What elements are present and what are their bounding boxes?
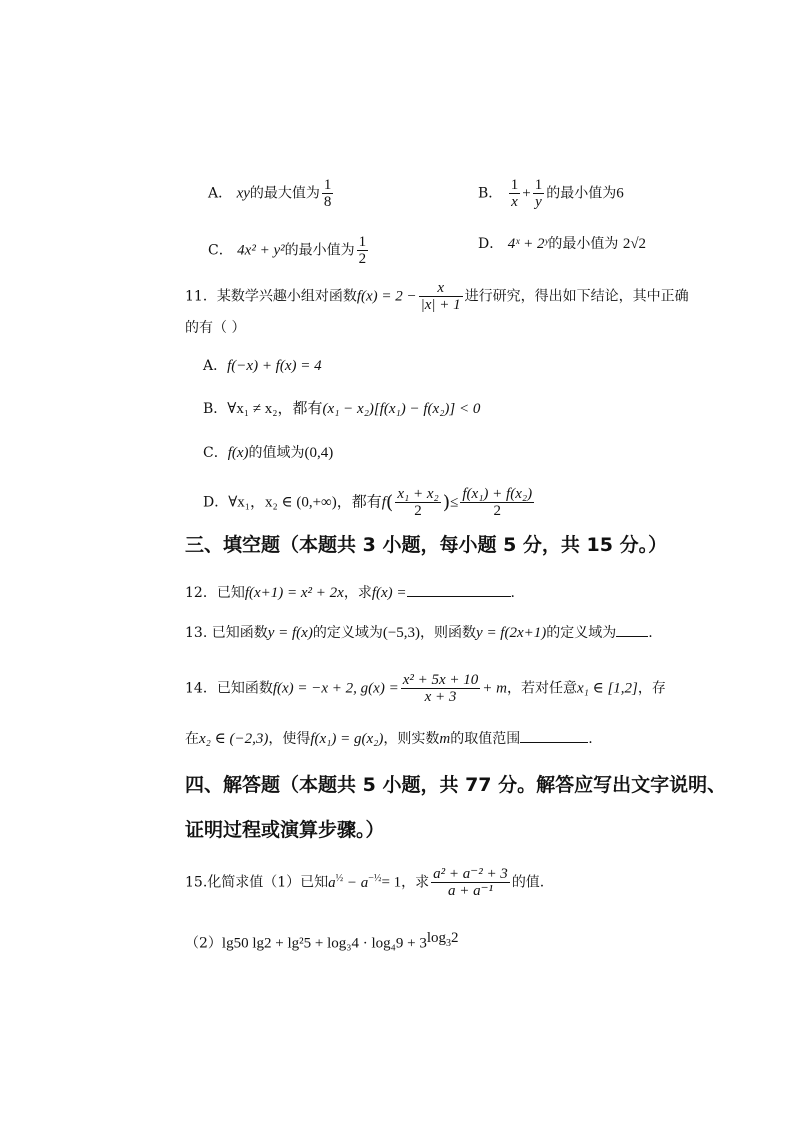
- q10-option-b: B． $\frac{1}{x}$ + $\frac{1}{y}$ 的最小值为6: [478, 177, 624, 210]
- q11-func-frac: $\frac{x}{|x| + 1}$: [420, 280, 461, 313]
- q11-d-frac1: $\frac{\text{x₁ + x₂}}{2}$: [397, 486, 439, 519]
- q14-line1: 14．已知函数f(x) = −x + 2, g(x) = $\frac{\text{x² + 5x + 10}}{x + 3}$ + m，若对任意x₁ ∈ [1,2]，存: [185, 672, 666, 705]
- q10-d-value: 2√2: [622, 236, 647, 252]
- q11-stem: 11．某数学兴趣小组对函数f(x) = 2 − $\frac{x}{|x| + 1}$ 进行研究，得出如下结论，其中正确: [185, 280, 689, 313]
- q13-answer-blank[interactable]: [616, 622, 648, 637]
- section4-heading-line1: 四、解答题（本题共 5 小题，共 77 分。解答应写出文字说明、: [185, 774, 727, 796]
- q15-part2: （2）lg50 $\lg 2 + \lg^25 + \log_34 \cdot \log_49 + 3^{log_32}$: [185, 930, 459, 952]
- q10-c-expr: 4x² + y²: [237, 242, 285, 259]
- q14-g-frac: $\frac{\text{x² + 5x + 10}}{x + 3}$: [402, 672, 479, 705]
- q11-option-d: D．∀x₁，x₂ ∈ (0,+∞)，都有f( $\frac{\text{x₁ + x₂}}{2}$ )≤ $\frac{\text{f(x₁) + f(x₂)}}{2}$: [203, 486, 533, 519]
- q11-option-a: A．f(−x) + f(x) = 4: [203, 358, 322, 374]
- q10-option-c: C． 4x² + y²的最小值为 $\frac{1}{2}$: [208, 234, 367, 267]
- q11-option-c: C．f(x)的值域为(0,4): [203, 445, 334, 461]
- q10-b-frac2: $\frac{1}{y}$: [534, 177, 543, 210]
- q10-a-expr: xy: [236, 185, 250, 202]
- q10-d-expr: 4ˣ + 2ʸ: [507, 236, 549, 252]
- q10-option-a: A． xy的最大值为 $\frac{1}{8}$: [208, 177, 332, 210]
- q10-b-frac1: $\frac{1}{x}$: [510, 177, 519, 210]
- q15-frac: $\frac{\text{a² + a⁻² + 3}}{\text{a + a⁻¹}}$: [433, 866, 508, 899]
- q10-c-frac: $\frac{1}{2}$: [358, 234, 367, 267]
- q10-option-d: D． 4ˣ + 2ʸ的最小值为 2√2: [478, 236, 647, 252]
- q14-line2: 在x₂ ∈ (−2,3)，使得f(x₁) = g(x₂)，则实数m的取值范围 .: [185, 728, 593, 749]
- q13: 13. 已知函数y = f(x)的定义域为(−5,3)，则函数y = f(2x+1)的定义域为 .: [185, 622, 653, 643]
- q11-option-b: B．∀x₁ ≠ x₂，都有(x₁ − x₂)[f(x₁) − f(x₂)] < 0: [203, 401, 481, 417]
- q10-a-frac: $\frac{1}{8}$: [323, 177, 332, 210]
- section4-heading-line2: 证明过程或演算步骤。）: [185, 819, 385, 841]
- q12: 12．已知f(x+1) = x² + 2x，求f(x) = .: [185, 582, 515, 603]
- q15-part1: 15.化简求值（1）已知$a^{\frac{1}{2}} - a^{-\frac{1}{2}}= 1$，求 $\frac{\text{a² + a⁻² + 3}}{\text{a + a⁻¹}}$ 的值.: [185, 866, 545, 899]
- section3-heading: 三、填空题（本题共 3 小题，每小题 5 分，共 15 分。）: [185, 534, 668, 556]
- q12-answer-blank[interactable]: [407, 582, 511, 597]
- q14-answer-blank[interactable]: [520, 728, 588, 743]
- q11-stem-cont: 的有（ ）: [185, 320, 246, 336]
- q11-d-frac2: $\frac{\text{f(x₁) + f(x₂)}}{2}$: [462, 486, 533, 519]
